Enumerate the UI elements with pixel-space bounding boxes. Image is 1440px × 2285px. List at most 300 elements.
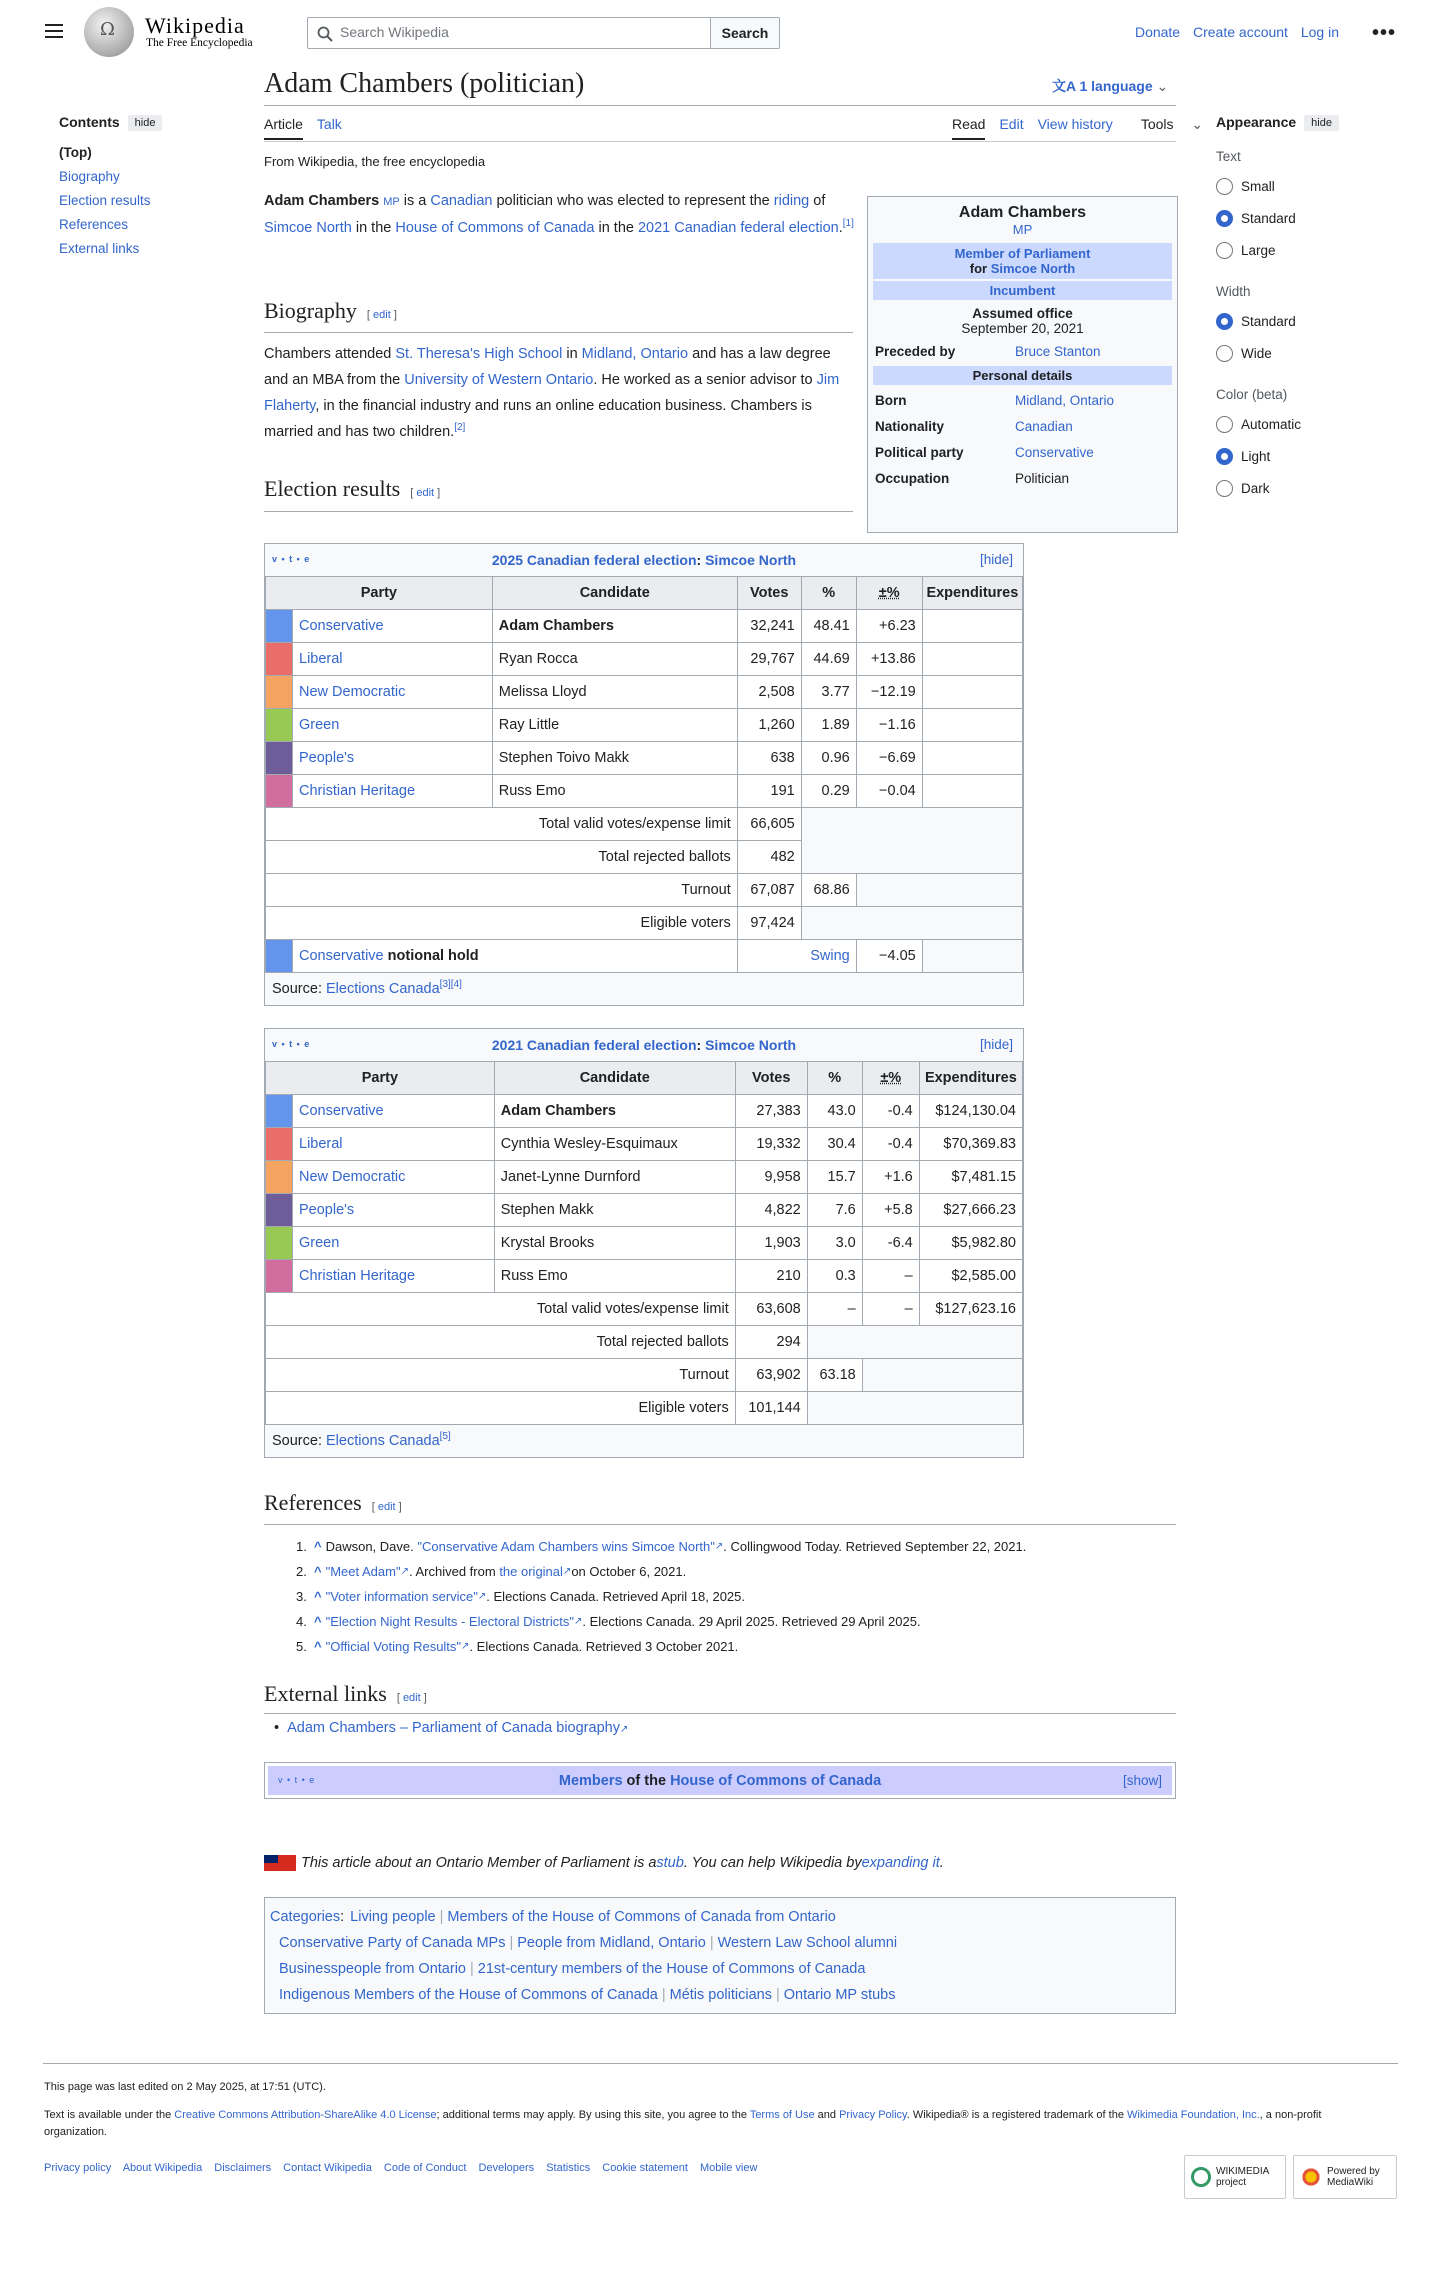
external-link-icon: ↗ xyxy=(573,1616,583,1627)
candidate-row xyxy=(266,1161,1023,1194)
edit-section-link[interactable]: edit xyxy=(416,487,435,499)
hide-table-link[interactable]: [hide] xyxy=(979,552,1013,567)
hide-table-link[interactable]: [hide] xyxy=(979,1037,1013,1052)
width-wide[interactable] xyxy=(1216,337,1376,369)
text: . Wikipedia® is a registered trademark of the xyxy=(906,2109,1127,2121)
text: on October 6, 2021. xyxy=(571,1564,687,1579)
radio-icon[interactable] xyxy=(1216,416,1233,433)
heading-text: Election results xyxy=(264,476,401,501)
party-link[interactable]: New Democratic xyxy=(299,684,406,700)
ref-backlink[interactable]: ^ xyxy=(314,1589,322,1604)
category-link[interactable]: 21st-century members of the House of Commons of Canada xyxy=(477,1961,866,1977)
col-expenditures: Expenditures xyxy=(919,1062,1022,1095)
party-link[interactable]: Conservative xyxy=(299,1103,384,1119)
row-label: Total valid votes/expense limit xyxy=(266,808,738,841)
party-color-swatch xyxy=(266,1161,293,1194)
percent-cell: 68.86 xyxy=(801,874,856,907)
candidate-cell: Melissa Lloyd xyxy=(492,676,737,709)
text: . Elections Canada. 29 April 2025. Retrieved 29 April 2025. xyxy=(582,1614,921,1629)
election-2021-link[interactable]: 2021 Canadian federal election xyxy=(491,1037,697,1053)
votes-cell: 19,332 xyxy=(735,1128,807,1161)
simcoe-north-link[interactable]: Simcoe North xyxy=(705,552,797,568)
text-size-large[interactable] xyxy=(1216,234,1376,266)
col-candidate: Candidate xyxy=(494,1062,735,1095)
external-link-icon: ↗ xyxy=(562,1566,572,1577)
rejected-row xyxy=(266,1326,1023,1359)
party-link[interactable]: Christian Heritage xyxy=(299,783,416,799)
row-label: Total rejected ballots xyxy=(266,841,738,874)
ref-link[interactable]: [2] xyxy=(454,422,466,434)
expenditure-cell: $124,130.04 xyxy=(919,1095,1022,1128)
member-of-parliament-link[interactable]: Member of Parliament xyxy=(954,246,1091,261)
category-link[interactable]: Living people xyxy=(350,1909,436,1925)
swing-value: −4.05 xyxy=(856,940,922,973)
infobox-key: Preceded by xyxy=(875,343,956,359)
change-cell: −1.16 xyxy=(856,709,922,742)
empty-cell xyxy=(801,907,1022,940)
percent-cell: 0.29 xyxy=(801,775,856,808)
main-menu-icon[interactable] xyxy=(42,20,66,44)
percent-cell: 44.69 xyxy=(801,643,856,676)
votes-cell: 66,605 xyxy=(737,808,801,841)
tab-edit[interactable]: Edit xyxy=(999,116,1024,132)
bullet: • xyxy=(274,1720,280,1736)
percent-cell: 15.7 xyxy=(807,1161,862,1194)
external-link-icon: ↗ xyxy=(461,1641,470,1652)
badge-label: Powered by MediaWiki xyxy=(1327,2166,1380,2188)
category-link[interactable]: Indigenous Members of the House of Commons of Canada xyxy=(279,1987,658,2003)
election-2021-link[interactable]: 2021 Canadian federal election xyxy=(637,220,839,236)
radio-selected-icon[interactable] xyxy=(1216,448,1233,465)
stub-link[interactable]: stub xyxy=(656,1855,684,1871)
total-valid-row xyxy=(266,808,1023,841)
license-link[interactable]: Creative Commons Attribution-ShareAlike 4.0 License xyxy=(174,2109,437,2121)
party-link[interactable]: People's xyxy=(299,750,355,766)
votes-cell: 294 xyxy=(735,1326,807,1359)
wikipedia-wordmark[interactable]: Wikipedia xyxy=(145,13,245,38)
expenditure-cell xyxy=(922,676,1022,709)
show-navbox-link[interactable]: [show] xyxy=(1122,1773,1162,1788)
percent-cell: – xyxy=(807,1293,862,1326)
chevron-down-icon: ⌄ xyxy=(1187,116,1204,132)
house-of-commons-link[interactable]: House of Commons of Canada xyxy=(395,220,595,236)
incumbent-label[interactable]: Incumbent xyxy=(873,281,1172,300)
edit-section-link[interactable]: edit xyxy=(377,1501,396,1513)
change-cell: −12.19 xyxy=(856,676,922,709)
text: This article about an Ontario Member of Parliament is a xyxy=(301,1855,657,1871)
infobox-name: Adam Chambers xyxy=(958,204,1087,221)
footer-link-contact[interactable]: Contact Wikipedia xyxy=(283,2162,372,2174)
reference-item xyxy=(296,1559,1026,1584)
radio-icon[interactable] xyxy=(1216,480,1233,497)
radio-label: Small xyxy=(1241,178,1275,194)
ref-link[interactable]: [3][4] xyxy=(439,979,462,991)
toc-item-references[interactable]: References xyxy=(59,217,129,233)
tabs-divider xyxy=(264,141,1176,142)
votes-cell: 1,260 xyxy=(737,709,801,742)
votes-cell: 1,903 xyxy=(735,1227,807,1260)
candidate-row xyxy=(266,676,1023,709)
search-box[interactable] xyxy=(307,17,711,49)
radio-selected-icon[interactable] xyxy=(1216,313,1233,330)
votes-cell: 638 xyxy=(737,742,801,775)
vte-links[interactable]: v • t • e xyxy=(278,1775,316,1785)
radio-icon[interactable] xyxy=(1216,345,1233,362)
party-color-swatch xyxy=(266,742,293,775)
biography-heading: Biography [ edit ] xyxy=(264,298,397,323)
party-link[interactable]: Christian Heritage xyxy=(299,1268,416,1284)
text: in xyxy=(562,346,582,362)
ref-backlink[interactable]: ^ xyxy=(314,1614,322,1629)
elections-canada-link[interactable]: Elections Canada xyxy=(326,981,440,997)
ref-number: 1. xyxy=(296,1539,307,1554)
text-size-small[interactable] xyxy=(1216,170,1376,202)
edit-section-link[interactable]: edit xyxy=(373,309,391,321)
tab-read[interactable]: Read xyxy=(952,116,985,140)
category-link[interactable]: Businesspeople from Ontario xyxy=(279,1961,466,1977)
badge-label: WIKIMEDIA project xyxy=(1216,2166,1269,2188)
candidate-cell: Stephen Toivo Makk xyxy=(492,742,737,775)
born-link[interactable]: Midland, Ontario xyxy=(1015,392,1115,408)
navbox xyxy=(264,1762,1176,1799)
parliament-biography-link[interactable]: Adam Chambers – Parliament of Canada biography xyxy=(287,1720,620,1736)
party-color-swatch xyxy=(266,676,293,709)
language-button[interactable] xyxy=(1052,76,1168,96)
midland-link[interactable]: Midland, Ontario xyxy=(581,346,689,362)
color-dark[interactable] xyxy=(1216,472,1376,504)
archive-link[interactable]: the original xyxy=(499,1564,563,1579)
appearance-title: Appearance xyxy=(1216,114,1297,130)
category-link[interactable]: Conservative Party of Canada MPs xyxy=(279,1935,506,1951)
expenditure-cell xyxy=(922,709,1022,742)
members-link[interactable]: Members xyxy=(558,1772,623,1789)
uwo-link[interactable]: University of Western Ontario xyxy=(404,372,594,388)
external-links-heading: External links [ edit ] xyxy=(264,1681,427,1706)
toc-item-top[interactable]: (Top) xyxy=(59,145,92,161)
candidate-row xyxy=(266,643,1023,676)
mediawiki-logo-icon xyxy=(1300,2166,1322,2188)
site-sub: From Wikipedia, the free encyclopedia xyxy=(264,154,486,169)
party-link[interactable]: Liberal xyxy=(299,1136,343,1152)
ref-link[interactable]: [1] xyxy=(842,218,854,230)
view-tabs xyxy=(938,116,1203,133)
tab-talk[interactable]: Talk xyxy=(316,116,342,132)
party-link[interactable]: Conservative xyxy=(1015,444,1094,460)
col-votes: Votes xyxy=(737,577,801,610)
ref-number: 2. xyxy=(296,1564,307,1579)
toc-item-election-results[interactable]: Election results xyxy=(59,193,151,209)
house-of-commons-link[interactable]: House of Commons of Canada xyxy=(670,1772,882,1789)
percent-cell: 3.77 xyxy=(801,676,856,709)
radio-selected-icon[interactable] xyxy=(1216,210,1233,227)
text: : xyxy=(696,1037,706,1053)
category-link[interactable]: Métis politicians xyxy=(669,1987,772,2003)
flaherty-link[interactable]: Jim Flaherty xyxy=(264,372,840,414)
expenditure-cell xyxy=(922,742,1022,775)
candidate-row xyxy=(266,775,1023,808)
category-link[interactable]: Western Law School alumni xyxy=(717,1935,898,1951)
votes-cell: 67,087 xyxy=(737,874,801,907)
category-separator: | xyxy=(709,1935,714,1951)
ref-external-link[interactable]: "Meet Adam" xyxy=(325,1564,401,1579)
party-link[interactable]: Conservative xyxy=(299,618,384,634)
radio-label: Automatic xyxy=(1241,416,1302,432)
text: , in the financial industry and runs an online education business. Chambers is married and has two children. xyxy=(264,398,812,440)
nationality-link[interactable]: Canadian xyxy=(1015,418,1073,434)
party-link[interactable]: Green xyxy=(299,717,340,733)
empty-cell xyxy=(862,1359,1022,1392)
footer-link-code-of-conduct[interactable]: Code of Conduct xyxy=(383,2162,467,2174)
personal-details-band: Personal details xyxy=(873,366,1172,385)
mediawiki-badge[interactable] xyxy=(1293,2155,1397,2199)
radio-icon[interactable] xyxy=(1216,242,1233,259)
riding-link[interactable]: riding xyxy=(773,193,810,209)
ref-external-link[interactable]: "Official Voting Results" xyxy=(325,1639,462,1654)
table-source xyxy=(265,1425,1023,1457)
color-light[interactable] xyxy=(1216,440,1376,472)
ref-external-link[interactable]: "Conservative Adam Chambers wins Simcoe North" xyxy=(417,1539,715,1554)
external-link-icon: ↗ xyxy=(477,1591,487,1602)
external-link-icon: ↗ xyxy=(714,1541,724,1552)
log-in-link[interactable]: Log in xyxy=(1300,24,1339,40)
infobox-key: Born xyxy=(875,392,907,408)
infobox-row xyxy=(873,465,1172,491)
donate-link[interactable]: Donate xyxy=(1134,24,1181,40)
footer-link-disclaimers[interactable]: Disclaimers xyxy=(214,2162,272,2174)
candidate-cell: Russ Emo xyxy=(494,1260,735,1293)
text: is a xyxy=(399,193,431,209)
toc-item-biography[interactable]: Biography xyxy=(59,169,120,185)
party-link[interactable]: Liberal xyxy=(299,651,343,667)
canadian-link[interactable]: Canadian xyxy=(430,193,493,209)
footer-links xyxy=(44,2162,766,2174)
candidate-row xyxy=(266,742,1023,775)
col-change: ±% xyxy=(856,577,922,610)
votes-cell: 63,902 xyxy=(735,1359,807,1392)
candidate-cell: Russ Emo xyxy=(492,775,737,808)
candidate-cell: Janet-Lynne Durnford xyxy=(494,1161,735,1194)
candidate-cell: Ray Little xyxy=(492,709,737,742)
infobox-key: Nationality xyxy=(875,418,945,434)
party-color-swatch xyxy=(266,709,293,742)
expenditure-cell: $5,982.80 xyxy=(919,1227,1022,1260)
percent-cell: 3.0 xyxy=(807,1227,862,1260)
row-label: Turnout xyxy=(266,874,738,907)
change-cell: +6.23 xyxy=(856,610,922,643)
election-2025-link[interactable]: 2025 Canadian federal election xyxy=(491,552,697,568)
total-valid-row xyxy=(266,1293,1023,1326)
footer-link-privacy[interactable]: Privacy policy xyxy=(44,2162,112,2174)
simcoe-north-link[interactable]: Simcoe North xyxy=(264,220,352,236)
width-standard[interactable] xyxy=(1216,305,1376,337)
percent-cell: 30.4 xyxy=(807,1128,862,1161)
footer-link-cookie[interactable]: Cookie statement xyxy=(602,2162,688,2174)
ref-backlink[interactable]: ^ xyxy=(314,1539,322,1554)
category-link[interactable]: People from Midland, Ontario xyxy=(517,1935,706,1951)
footer-link-statistics[interactable]: Statistics xyxy=(546,2162,591,2174)
toc-item-external-links[interactable]: External links xyxy=(59,241,140,257)
categories-box xyxy=(264,1897,1176,2014)
empty-cell xyxy=(801,808,1022,874)
percent-cell: 63.18 xyxy=(807,1359,862,1392)
search-button[interactable]: Search xyxy=(710,17,780,49)
candidate-row xyxy=(266,1227,1023,1260)
votes-cell: 191 xyxy=(737,775,801,808)
intro-paragraph xyxy=(264,188,854,241)
candidate-cell: Adam Chambers xyxy=(492,610,737,643)
category-link[interactable]: Members of the House of Commons of Canada from Ontario xyxy=(447,1909,836,1925)
percent-cell: 7.6 xyxy=(807,1194,862,1227)
infobox-riding-link[interactable]: Simcoe North xyxy=(990,261,1076,276)
election-2021-table xyxy=(264,1028,1024,1458)
infobox xyxy=(867,196,1178,533)
wikipedia-tagline: The Free Encyclopedia xyxy=(146,37,253,49)
party-color-swatch xyxy=(266,1227,293,1260)
footer-link-developers[interactable]: Developers xyxy=(478,2162,535,2174)
more-options-icon[interactable]: ••• xyxy=(1372,22,1397,44)
wikimedia-logo-icon xyxy=(1191,2167,1211,2187)
ref-link[interactable]: [5] xyxy=(439,1431,451,1443)
percent-cell: 0.96 xyxy=(801,742,856,775)
party-link[interactable]: New Democratic xyxy=(299,1169,406,1185)
text: . He worked as a senior advisor to xyxy=(593,372,817,388)
expand-link[interactable]: expanding it xyxy=(861,1855,940,1871)
votes-cell: 63,608 xyxy=(735,1293,807,1326)
votes-cell: 101,144 xyxy=(735,1392,807,1425)
infobox-row xyxy=(873,387,1172,413)
preceded-by-link[interactable]: Bruce Stanton xyxy=(1015,343,1101,359)
table-of-contents xyxy=(59,114,239,265)
party-link[interactable]: Green xyxy=(299,1235,340,1251)
ref-external-link[interactable]: "Election Night Results - Electoral Districts" xyxy=(325,1614,574,1629)
votes-cell: 9,958 xyxy=(735,1161,807,1194)
party-link[interactable]: People's xyxy=(299,1202,355,1218)
footer-link-about[interactable]: About Wikipedia xyxy=(122,2162,203,2174)
change-cell: -0.4 xyxy=(862,1128,919,1161)
tab-tools[interactable] xyxy=(1127,116,1203,132)
heading-rule xyxy=(264,1524,1176,1525)
school-link[interactable]: St. Theresa's High School xyxy=(395,346,563,362)
empty-cell xyxy=(922,940,1022,973)
text: in the xyxy=(594,220,638,236)
votes-cell: 29,767 xyxy=(737,643,801,676)
elections-canada-link[interactable]: Elections Canada xyxy=(326,1433,440,1449)
change-cell: – xyxy=(862,1293,919,1326)
row-label: Turnout xyxy=(266,1359,736,1392)
license-text xyxy=(44,2107,1384,2141)
reference-item xyxy=(296,1584,1026,1609)
ontario-flag-icon xyxy=(264,1855,296,1871)
percent-cell: 48.41 xyxy=(801,610,856,643)
tab-view-history[interactable]: View history xyxy=(1037,116,1113,132)
width-label: Width xyxy=(1216,284,1251,300)
expenditure-cell: $127,623.16 xyxy=(919,1293,1022,1326)
category-line xyxy=(270,1982,1170,2008)
radio-label: Light xyxy=(1241,448,1271,464)
appearance-hide-button[interactable]: hide xyxy=(1304,115,1339,131)
radio-icon[interactable] xyxy=(1216,178,1233,195)
infobox-mp-link[interactable]: MP xyxy=(1012,222,1033,237)
simcoe-north-link[interactable]: Simcoe North xyxy=(705,1037,797,1053)
radio-label: Large xyxy=(1241,242,1276,258)
heading-rule xyxy=(264,332,853,333)
votes-cell: 2,508 xyxy=(737,676,801,709)
party-color-swatch xyxy=(266,1194,293,1227)
category-separator: | xyxy=(509,1935,514,1951)
category-line xyxy=(270,1930,1170,1956)
votes-cell: 32,241 xyxy=(737,610,801,643)
expenditure-cell: $70,369.83 xyxy=(919,1128,1022,1161)
text: and xyxy=(814,2109,840,2121)
expenditure-cell xyxy=(922,775,1022,808)
text-size-standard[interactable] xyxy=(1216,202,1376,234)
toc-hide-button[interactable]: hide xyxy=(128,115,163,131)
text: in the xyxy=(351,220,396,236)
privacy-link[interactable]: Privacy Policy xyxy=(839,2109,907,2121)
page-title: Adam Chambers (politician) xyxy=(264,68,585,99)
ref-backlink[interactable]: ^ xyxy=(314,1564,322,1579)
change-cell: +5.8 xyxy=(862,1194,919,1227)
reference-item xyxy=(296,1609,1026,1634)
vte-links[interactable]: v • t • e xyxy=(272,554,311,564)
empty-cell xyxy=(856,874,1022,907)
col-expenditures: Expenditures xyxy=(922,577,1022,610)
col-percent: % xyxy=(807,1062,862,1095)
text: Source: xyxy=(272,1433,326,1449)
edit-section-link[interactable]: edit xyxy=(402,1692,421,1704)
text: . Elections Canada. Retrieved 3 October 2021. xyxy=(469,1639,739,1654)
categories-label-link[interactable]: Categories xyxy=(270,1909,341,1925)
radio-label: Standard xyxy=(1241,313,1296,329)
search-icon xyxy=(317,26,333,42)
candidate-row xyxy=(266,709,1023,742)
col-change: ±% xyxy=(862,1062,919,1095)
category-link[interactable]: Ontario MP stubs xyxy=(783,1987,896,2003)
create-account-link[interactable]: Create account xyxy=(1193,24,1288,40)
wikimedia-project-badge[interactable] xyxy=(1184,2155,1286,2199)
namespace-tabs xyxy=(264,116,356,132)
heading-text: External links xyxy=(264,1681,387,1706)
vte-links[interactable]: v • t • e xyxy=(272,1039,311,1049)
appearance-panel xyxy=(1216,114,1376,504)
tab-article[interactable]: Article xyxy=(264,116,303,140)
change-cell: – xyxy=(862,1260,919,1293)
party-link[interactable]: Conservative xyxy=(299,948,384,964)
text: ; additional terms may apply. By using this site, you agree to the xyxy=(436,2109,750,2121)
mp-link[interactable]: MP xyxy=(383,196,400,208)
footer-link-mobile[interactable]: Mobile view xyxy=(699,2162,758,2174)
color-automatic[interactable] xyxy=(1216,408,1376,440)
infobox-key: Occupation xyxy=(875,470,950,486)
empty-cell xyxy=(807,1326,1022,1359)
ref-number: 5. xyxy=(296,1639,307,1654)
terms-link[interactable]: Terms of Use xyxy=(749,2109,815,2121)
foundation-link[interactable]: Wikimedia Foundation, Inc. xyxy=(1127,2109,1260,2121)
percent-cell: 0.3 xyxy=(807,1260,862,1293)
table-source xyxy=(265,973,1023,1005)
change-cell: +1.6 xyxy=(862,1161,919,1194)
table-caption xyxy=(265,544,1023,576)
ref-backlink[interactable]: ^ xyxy=(314,1639,322,1654)
swing-link[interactable]: Swing xyxy=(810,948,850,964)
wikipedia-globe-logo[interactable] xyxy=(84,7,134,57)
search-input[interactable] xyxy=(340,24,700,40)
candidate-row xyxy=(266,1128,1023,1161)
ref-external-link[interactable]: "Voter information service" xyxy=(325,1589,478,1604)
assumed-office-date: September 20, 2021 xyxy=(961,321,1084,336)
category-separator: | xyxy=(661,1987,666,2003)
candidate-row xyxy=(266,1194,1023,1227)
